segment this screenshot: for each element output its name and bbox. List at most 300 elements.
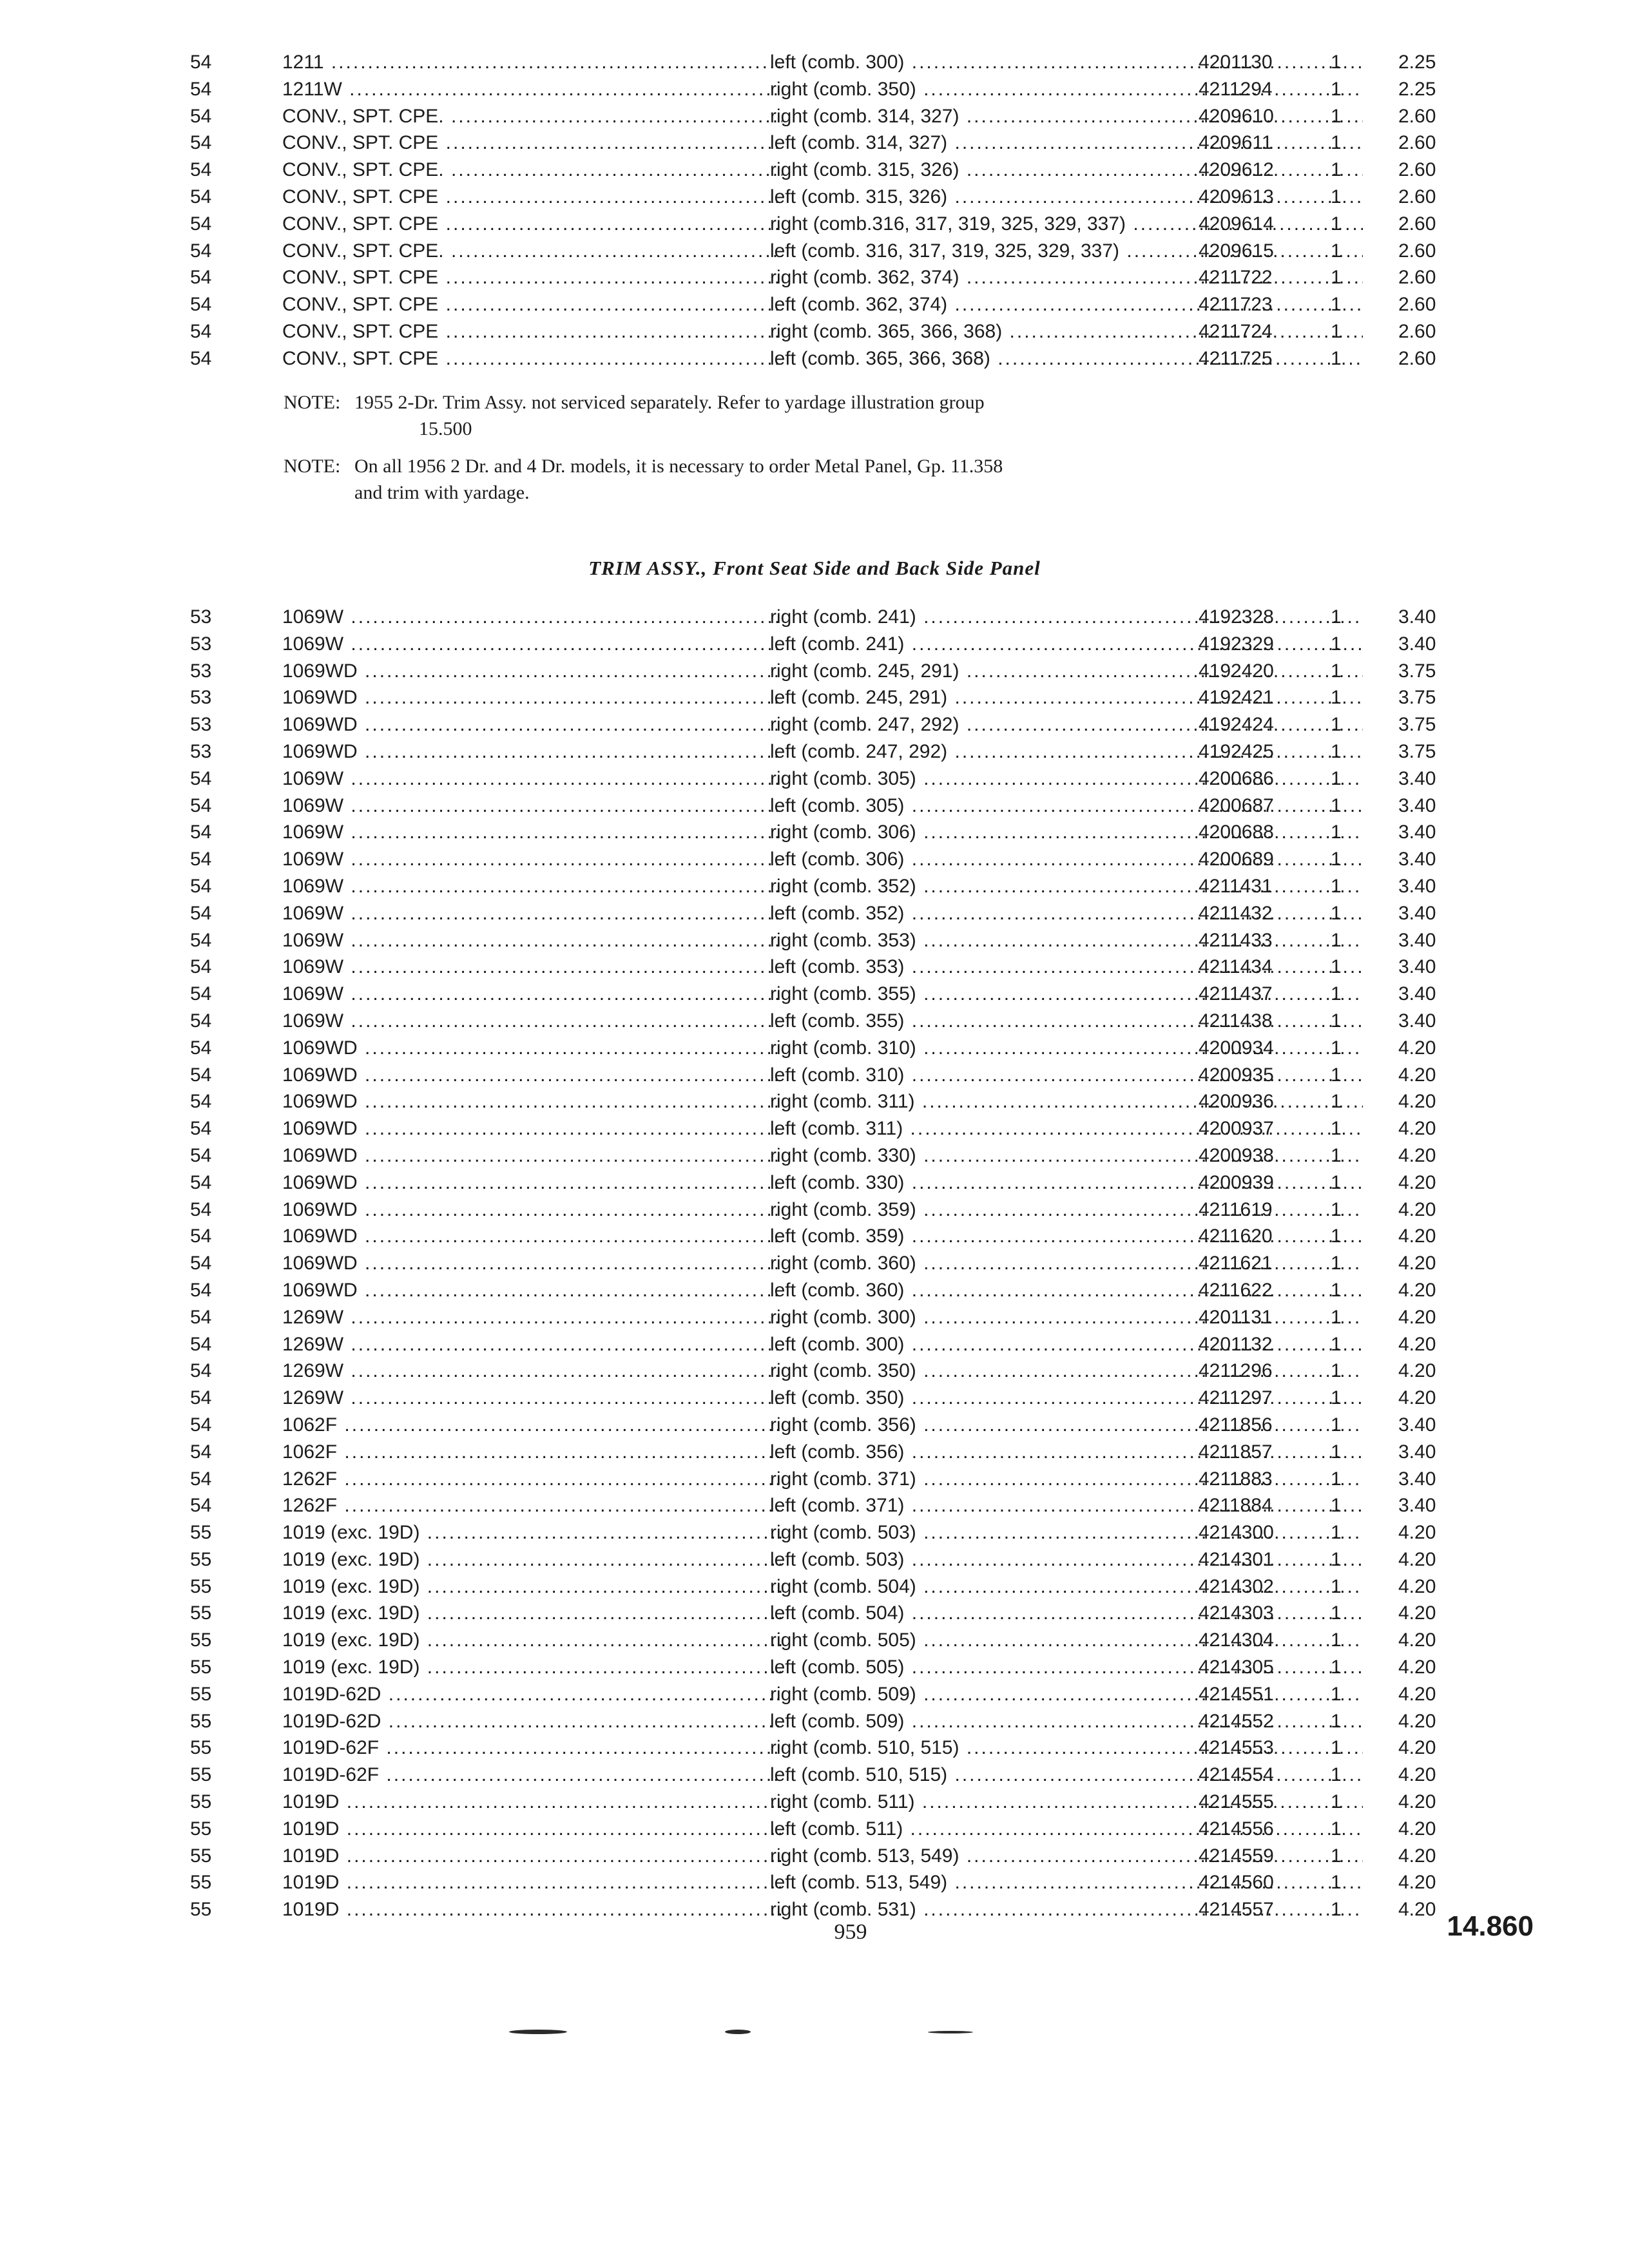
year-cell: 54 [190,1495,212,1517]
model-cell: 1269W ..... [282,1385,782,1412]
model-cell: 1069W ..... [282,765,782,793]
description-cell: right (comb. 531) ..... [770,1896,1363,1923]
table-row [187,658,1476,685]
year-cell: 54 [190,1091,212,1113]
scan-smudge [509,2030,567,2034]
model-cell: CONV., SPT. CPE ..... [282,184,782,211]
price-cell: 3.40 [1398,983,1436,1005]
price-cell: 4.20 [1398,1387,1436,1409]
price-cell: 4.20 [1398,1845,1436,1867]
description-cell: left (comb. 316, 317, 319, 325, 329, 337) ..... [770,238,1363,265]
part-number-cell: 4192329 [1199,633,1274,655]
quantity-cell: 1 [1331,714,1342,736]
description-cell: left (comb. 314, 327) ..... [770,130,1363,157]
table-row [187,238,1476,265]
price-cell: 4.20 [1398,1791,1436,1813]
model-cell: 1211W ..... [282,76,782,103]
parts-table-upper [187,49,1476,372]
price-cell: 4.20 [1398,1091,1436,1113]
quantity-cell: 1 [1331,767,1342,789]
description-cell: right (comb. 359) ..... [770,1196,1363,1224]
quantity-cell: 1 [1331,822,1342,843]
year-cell: 53 [190,687,212,709]
quantity-cell: 1 [1331,1899,1342,1921]
description-cell: left (comb. 245, 291) ..... [770,684,1363,711]
description-cell: right (comb. 356) ..... [770,1412,1363,1439]
quantity-cell: 1 [1331,1522,1342,1544]
price-cell: 4.20 [1398,1657,1436,1678]
table-row [187,1277,1476,1304]
table-row [187,846,1476,873]
note-text-continued: and trim with yardage. [354,482,530,503]
description-cell: left (comb. 504) ..... [770,1600,1363,1627]
price-cell: 4.20 [1398,1198,1436,1220]
table-row [187,291,1476,318]
quantity-cell: 1 [1331,1253,1342,1274]
part-number-cell: 4209614 [1199,213,1274,235]
table-row [187,1519,1476,1546]
description-cell: left (comb. 305) ..... [770,793,1363,820]
quantity-cell: 1 [1331,740,1342,762]
model-cell: 1019 (exc. 19D) ..... [282,1573,782,1600]
model-cell: 1019D-62D ..... [282,1708,782,1735]
model-cell: 1019D ..... [282,1789,782,1816]
table-row [187,1008,1476,1035]
year-cell: 54 [190,1360,212,1382]
part-number-cell: 4214305 [1199,1657,1274,1678]
price-cell: 3.75 [1398,714,1436,736]
year-cell: 54 [190,1253,212,1274]
table-row [187,1439,1476,1466]
description-cell: right (comb. 355) ..... [770,981,1363,1008]
description-cell: left (comb. 505) ..... [770,1654,1363,1681]
year-cell: 55 [190,1548,212,1570]
part-number-cell: 4211725 [1199,347,1273,369]
year-cell: 54 [190,929,212,951]
part-number-cell: 4209611 [1199,132,1273,154]
part-number-cell: 4192425 [1199,740,1274,762]
part-number-cell: 4200937 [1199,1118,1274,1140]
description-cell: left (comb. 350) ..... [770,1385,1363,1412]
quantity-cell: 1 [1331,267,1342,289]
year-cell: 54 [190,902,212,924]
quantity-cell: 1 [1331,186,1342,207]
part-number-cell: 4214301 [1199,1548,1274,1570]
model-cell: CONV., SPT. CPE ..... [282,318,782,345]
table-row [187,765,1476,793]
description-cell: left (comb. 359) ..... [770,1223,1363,1250]
year-cell: 54 [190,294,212,316]
quantity-cell: 1 [1331,78,1342,100]
part-number-cell: 4211619 [1199,1198,1273,1220]
section-title: TRIM ASSY., Front Seat Side and Back Side Panel [588,557,1041,579]
part-number-cell: 4211437 [1199,983,1273,1005]
year-cell: 53 [190,633,212,655]
model-cell: 1069WD ..... [282,1223,782,1250]
note-1955 [284,389,1199,442]
model-cell: 1019D-62D ..... [282,1681,782,1708]
table-row [187,1466,1476,1493]
quantity-cell: 1 [1331,1091,1342,1113]
part-number-cell: 4214300 [1199,1522,1274,1544]
description-cell: left (comb. 509) ..... [770,1708,1363,1735]
description-cell: right (comb. 353) ..... [770,927,1363,954]
model-cell: CONV., SPT. CPE ..... [282,345,782,372]
description-cell: right (comb. 350) ..... [770,76,1363,103]
part-number-cell: 4192421 [1199,687,1274,709]
year-cell: 54 [190,875,212,897]
model-cell: 1269W ..... [282,1358,782,1385]
year-cell: 54 [190,159,212,181]
part-number-cell: 4214555 [1199,1791,1274,1813]
year-cell: 54 [190,983,212,1005]
note-label: NOTE: [284,392,341,413]
table-row [187,1627,1476,1654]
model-cell: CONV., SPT. CPE. ..... [282,103,782,130]
year-cell: 55 [190,1899,212,1921]
part-number-cell: 4214552 [1199,1710,1274,1732]
description-cell: right (comb. 510, 515) ..... [770,1735,1363,1762]
part-number-cell: 4200689 [1199,849,1274,870]
year-cell: 54 [190,240,212,262]
year-cell: 53 [190,740,212,762]
part-number-cell: 4200938 [1199,1144,1274,1166]
price-cell: 4.20 [1398,1144,1436,1166]
part-number-cell: 4200935 [1199,1064,1274,1086]
price-cell: 2.60 [1398,240,1436,262]
price-cell: 3.40 [1398,929,1436,951]
quantity-cell: 1 [1331,1144,1342,1166]
part-number-cell: 4211856 [1199,1414,1273,1436]
part-number-cell: 4211294 [1199,78,1273,100]
part-number-cell: 4214551 [1199,1683,1274,1705]
description-cell: left (comb. 247, 292) ..... [770,738,1363,765]
description-cell: right (comb. 362, 374) ..... [770,264,1363,291]
model-cell: 1069W ..... [282,1008,782,1035]
model-cell: 1019D-62F ..... [282,1735,782,1762]
description-cell: right (comb. 503) ..... [770,1519,1363,1546]
part-number-cell: 4209612 [1199,159,1274,181]
quantity-cell: 1 [1331,240,1342,262]
parts-table-front-seat-side [187,604,1476,1923]
quantity-cell: 1 [1331,213,1342,235]
page-number: 959 [834,1920,867,1944]
price-cell: 4.20 [1398,1522,1436,1544]
model-cell: 1069W ..... [282,793,782,820]
description-cell: right (comb. 306) ..... [770,819,1363,846]
description-cell: right (comb.316, 317, 319, 325, 329, 337) ..... [770,211,1363,238]
quantity-cell: 1 [1331,347,1342,369]
description-cell: left (comb. 330) ..... [770,1169,1363,1196]
year-cell: 54 [190,1441,212,1463]
description-cell: right (comb. 300) ..... [770,1304,1363,1331]
description-cell: left (comb. 300) ..... [770,49,1363,76]
quantity-cell: 1 [1331,1764,1342,1786]
model-cell: 1019D ..... [282,1816,782,1843]
note-text: On all 1956 2 Dr. and 4 Dr. models, it is necessary to order Metal Panel, Gp. 11.358 [354,456,1003,477]
model-cell: 1069WD ..... [282,738,782,765]
model-cell: 1069WD ..... [282,1142,782,1169]
price-cell: 3.40 [1398,606,1436,628]
quantity-cell: 1 [1331,1495,1342,1517]
quantity-cell: 1 [1331,1306,1342,1328]
table-row [187,1223,1476,1250]
price-cell: 3.75 [1398,660,1436,682]
table-row [187,981,1476,1008]
table-row [187,1196,1476,1224]
table-row [187,1600,1476,1627]
quantity-cell: 1 [1331,929,1342,951]
quantity-cell: 1 [1331,1064,1342,1086]
table-row [187,345,1476,372]
part-number-cell: 4192328 [1199,606,1274,628]
table-row [187,1896,1476,1923]
quantity-cell: 1 [1331,1225,1342,1247]
description-cell: right (comb. 371) ..... [770,1466,1363,1493]
year-cell: 55 [190,1575,212,1597]
price-cell: 2.60 [1398,105,1436,127]
model-cell: 1019D ..... [282,1869,782,1896]
year-cell: 54 [190,1198,212,1220]
price-cell: 3.40 [1398,794,1436,816]
part-number-cell: 4211297 [1199,1387,1273,1409]
table-row [187,711,1476,738]
model-cell: 1069WD ..... [282,1169,782,1196]
price-cell: 4.20 [1398,1279,1436,1301]
year-cell: 55 [190,1629,212,1651]
description-cell: right (comb. 310) ..... [770,1035,1363,1062]
part-number-cell: 4200934 [1199,1037,1274,1059]
price-cell: 4.20 [1398,1629,1436,1651]
price-cell: 3.40 [1398,1468,1436,1490]
year-cell: 55 [190,1710,212,1732]
table-row [187,1762,1476,1789]
model-cell: 1069WD ..... [282,1035,782,1062]
quantity-cell: 1 [1331,1037,1342,1059]
quantity-cell: 1 [1331,320,1342,342]
year-cell: 53 [190,660,212,682]
description-cell: right (comb. 504) ..... [770,1573,1363,1600]
description-cell: left (comb. 300) ..... [770,1331,1363,1358]
part-number-cell: 4211857 [1199,1441,1273,1463]
year-cell: 54 [190,1037,212,1059]
part-number-cell: 4211620 [1199,1225,1273,1247]
table-row [187,49,1476,76]
price-cell: 3.40 [1398,875,1436,897]
description-cell: left (comb. 371) ..... [770,1492,1363,1519]
model-cell: 1019 (exc. 19D) ..... [282,1654,782,1681]
model-cell: 1069W ..... [282,846,782,873]
price-cell: 4.20 [1398,1333,1436,1355]
year-cell: 54 [190,1064,212,1086]
price-cell: 4.20 [1398,1710,1436,1732]
model-cell: 1211 ..... [282,49,782,76]
model-cell: CONV., SPT. CPE. ..... [282,238,782,265]
year-cell: 55 [190,1764,212,1786]
model-cell: 1069W ..... [282,604,782,631]
model-cell: 1019D ..... [282,1843,782,1870]
quantity-cell: 1 [1331,1791,1342,1813]
year-cell: 53 [190,714,212,736]
quantity-cell: 1 [1331,1657,1342,1678]
table-row [187,819,1476,846]
price-cell: 3.40 [1398,956,1436,978]
quantity-cell: 1 [1331,983,1342,1005]
table-row [187,130,1476,157]
table-row [187,1115,1476,1142]
price-cell: 4.20 [1398,1818,1436,1840]
scan-smudge [928,2031,973,2033]
model-cell: 1069W ..... [282,631,782,658]
price-cell: 3.40 [1398,633,1436,655]
model-cell: 1262F ..... [282,1466,782,1493]
price-cell: 4.20 [1398,1548,1436,1570]
year-cell: 55 [190,1683,212,1705]
quantity-cell: 1 [1331,52,1342,73]
price-cell: 3.40 [1398,902,1436,924]
model-cell: 1069W ..... [282,927,782,954]
quantity-cell: 1 [1331,294,1342,316]
price-cell: 4.20 [1398,1683,1436,1705]
year-cell: 54 [190,822,212,843]
price-cell: 2.60 [1398,347,1436,369]
part-number-cell: 4211621 [1199,1253,1273,1274]
price-cell: 2.60 [1398,320,1436,342]
part-number-cell: 4214557 [1199,1899,1274,1921]
section-number: 14.860 [1447,1910,1534,1942]
year-cell: 55 [190,1845,212,1867]
model-cell: 1069WD ..... [282,711,782,738]
description-cell: right (comb. 330) ..... [770,1142,1363,1169]
description-cell: right (comb. 365, 366, 368) ..... [770,318,1363,345]
table-row [187,927,1476,954]
year-cell: 54 [190,1414,212,1436]
part-number-cell: 4192424 [1199,714,1274,736]
price-cell: 4.20 [1398,1899,1436,1921]
price-cell: 4.20 [1398,1306,1436,1328]
description-cell: left (comb. 353) ..... [770,954,1363,981]
price-cell: 3.40 [1398,767,1436,789]
description-cell: right (comb. 314, 327) ..... [770,103,1363,130]
part-number-cell: 4200939 [1199,1171,1274,1193]
year-cell: 54 [190,1279,212,1301]
price-cell: 4.20 [1398,1225,1436,1247]
description-cell: right (comb. 305) ..... [770,765,1363,793]
description-cell: left (comb. 311) ..... [770,1115,1363,1142]
model-cell: 1069W ..... [282,981,782,1008]
price-cell: 2.60 [1398,294,1436,316]
model-cell: 1069WD ..... [282,1250,782,1277]
table-row [187,684,1476,711]
table-row [187,1681,1476,1708]
model-cell: 1069W ..... [282,954,782,981]
description-cell: left (comb. 511) ..... [770,1816,1363,1843]
table-row [187,1573,1476,1600]
model-cell: 1069WD ..... [282,1115,782,1142]
table-row [187,873,1476,900]
year-cell: 55 [190,1818,212,1840]
quantity-cell: 1 [1331,1737,1342,1759]
year-cell: 55 [190,1737,212,1759]
description-cell: left (comb. 503) ..... [770,1546,1363,1573]
price-cell: 3.75 [1398,687,1436,709]
model-cell: 1069W ..... [282,819,782,846]
model-cell: 1269W ..... [282,1304,782,1331]
year-cell: 54 [190,1144,212,1166]
quantity-cell: 1 [1331,660,1342,682]
note-text: 1955 2-Dr. Trim Assy. not serviced separately. Refer to yardage illustration group [354,392,985,413]
quantity-cell: 1 [1331,1468,1342,1490]
table-row [187,793,1476,820]
model-cell: 1262F ..... [282,1492,782,1519]
price-cell: 3.40 [1398,822,1436,843]
price-cell: 4.20 [1398,1253,1436,1274]
price-cell: 2.25 [1398,52,1436,73]
table-row [187,1304,1476,1331]
price-cell: 4.20 [1398,1171,1436,1193]
model-cell: 1019 (exc. 19D) ..... [282,1519,782,1546]
quantity-cell: 1 [1331,1333,1342,1355]
table-row [187,264,1476,291]
part-number-cell: 4211724 [1199,320,1273,342]
quantity-cell: 1 [1331,1683,1342,1705]
price-cell: 2.25 [1398,78,1436,100]
table-row [187,1142,1476,1169]
model-cell: CONV., SPT. CPE ..... [282,130,782,157]
table-row [187,318,1476,345]
price-cell: 3.40 [1398,849,1436,870]
description-cell: right (comb. 241) ..... [770,604,1363,631]
table-row [187,1654,1476,1681]
quantity-cell: 1 [1331,1171,1342,1193]
description-cell: left (comb. 315, 326) ..... [770,184,1363,211]
model-cell: 1069WD ..... [282,1088,782,1115]
table-row [187,1869,1476,1896]
quantity-cell: 1 [1331,875,1342,897]
year-cell: 55 [190,1522,212,1544]
price-cell: 3.40 [1398,1441,1436,1463]
year-cell: 54 [190,213,212,235]
year-cell: 54 [190,1333,212,1355]
year-cell: 54 [190,267,212,289]
description-cell: left (comb. 356) ..... [770,1439,1363,1466]
model-cell: CONV., SPT. CPE ..... [282,264,782,291]
table-row [187,738,1476,765]
part-number-cell: 4214559 [1199,1845,1274,1867]
table-row [187,1088,1476,1115]
year-cell: 54 [190,320,212,342]
description-cell: right (comb. 245, 291) ..... [770,658,1363,685]
part-number-cell: 4201131 [1199,1306,1273,1328]
price-cell: 4.20 [1398,1360,1436,1382]
part-number-cell: 4209610 [1199,105,1274,127]
part-number-cell: 4214554 [1199,1764,1274,1786]
part-number-cell: 4201132 [1199,1333,1273,1355]
price-cell: 3.40 [1398,1414,1436,1436]
description-cell: right (comb. 505) ..... [770,1627,1363,1654]
model-cell: 1019 (exc. 19D) ..... [282,1627,782,1654]
price-cell: 2.60 [1398,159,1436,181]
price-cell: 4.20 [1398,1872,1436,1894]
model-cell: 1062F ..... [282,1412,782,1439]
model-cell: 1069WD ..... [282,1196,782,1224]
quantity-cell: 1 [1331,956,1342,978]
table-row [187,1385,1476,1412]
quantity-cell: 1 [1331,1629,1342,1651]
part-number-cell: 4211434 [1199,956,1273,978]
note-text-continued: 15.500 [419,418,472,439]
model-cell: 1062F ..... [282,1439,782,1466]
